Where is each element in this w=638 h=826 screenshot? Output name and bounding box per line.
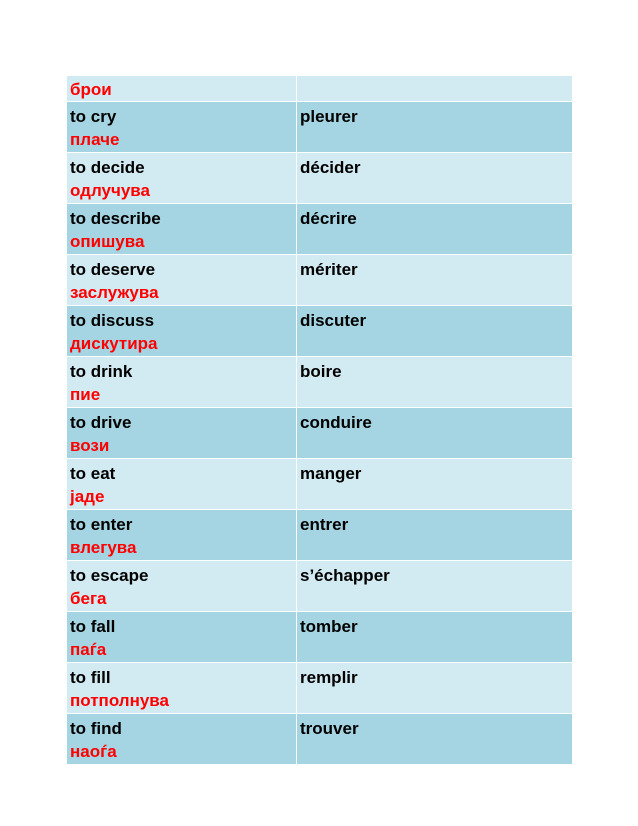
table-row: [67, 510, 573, 561]
macedonian-word: брои: [70, 80, 112, 99]
french-word: entrer: [297, 510, 573, 561]
cell-english-macedonian: [67, 204, 297, 255]
french-word: pleurer: [297, 102, 573, 153]
table-row-header: [67, 76, 573, 102]
cell-english-macedonian: [67, 714, 297, 765]
table-row: [67, 612, 573, 663]
cell-english-macedonian: [67, 102, 297, 153]
macedonian-word: наоѓа: [70, 742, 117, 761]
table-row: [67, 459, 573, 510]
macedonian-word: дискутира: [70, 334, 158, 353]
cell-english-macedonian: [67, 561, 297, 612]
macedonian-word: одлучува: [70, 181, 150, 200]
english-word: to describe: [70, 209, 161, 228]
cell-english-macedonian: [67, 306, 297, 357]
french-word: décider: [297, 153, 573, 204]
table-row: [67, 204, 573, 255]
cell-english-macedonian: [67, 153, 297, 204]
table-row: [67, 102, 573, 153]
table-row: [67, 153, 573, 204]
english-word: to drive: [70, 413, 132, 432]
vocabulary-table: [66, 75, 573, 765]
macedonian-word: влегува: [70, 538, 137, 557]
macedonian-word: потполнува: [70, 691, 169, 710]
table-row: [67, 306, 573, 357]
english-word: to fill: [70, 668, 111, 687]
cell-english-macedonian: [67, 357, 297, 408]
cell-macedonian-header: [67, 76, 297, 102]
cell-french-header: [297, 76, 573, 102]
french-word: s’échapper: [297, 561, 573, 612]
cell-english-macedonian: [67, 510, 297, 561]
macedonian-word: вози: [70, 436, 110, 455]
table-row: [67, 357, 573, 408]
table-row: [67, 255, 573, 306]
macedonian-word: пие: [70, 385, 101, 404]
cell-english-macedonian: [67, 663, 297, 714]
macedonian-word: јаде: [70, 487, 105, 506]
french-word: mériter: [297, 255, 573, 306]
cell-english-macedonian: [67, 255, 297, 306]
english-word: to fall: [70, 617, 116, 636]
macedonian-word: заслужува: [70, 283, 159, 302]
english-word: to decide: [70, 158, 145, 177]
english-word: to find: [70, 719, 122, 738]
vocabulary-table-body: [67, 76, 573, 765]
french-word: discuter: [297, 306, 573, 357]
english-word: to deserve: [70, 260, 156, 279]
french-word: tomber: [297, 612, 573, 663]
french-word: boire: [297, 357, 573, 408]
macedonian-word: плаче: [70, 130, 120, 149]
table-row: [67, 561, 573, 612]
english-word: to discuss: [70, 311, 155, 330]
french-word: décrire: [297, 204, 573, 255]
table-row: [67, 408, 573, 459]
macedonian-word: бега: [70, 589, 107, 608]
table-row: [67, 663, 573, 714]
cell-english-macedonian: [67, 612, 297, 663]
english-word: to drink: [70, 362, 133, 381]
french-word: remplir: [297, 663, 573, 714]
macedonian-word: паѓа: [70, 640, 107, 659]
english-word: to escape: [70, 566, 149, 585]
english-word: to eat: [70, 464, 116, 483]
french-word: manger: [297, 459, 573, 510]
french-word: trouver: [297, 714, 573, 765]
cell-english-macedonian: [67, 459, 297, 510]
macedonian-word: опишува: [70, 232, 145, 251]
cell-english-macedonian: [67, 408, 297, 459]
table-row: [67, 714, 573, 765]
english-word: to enter: [70, 515, 133, 534]
french-word: conduire: [297, 408, 573, 459]
english-word: to cry: [70, 107, 117, 126]
